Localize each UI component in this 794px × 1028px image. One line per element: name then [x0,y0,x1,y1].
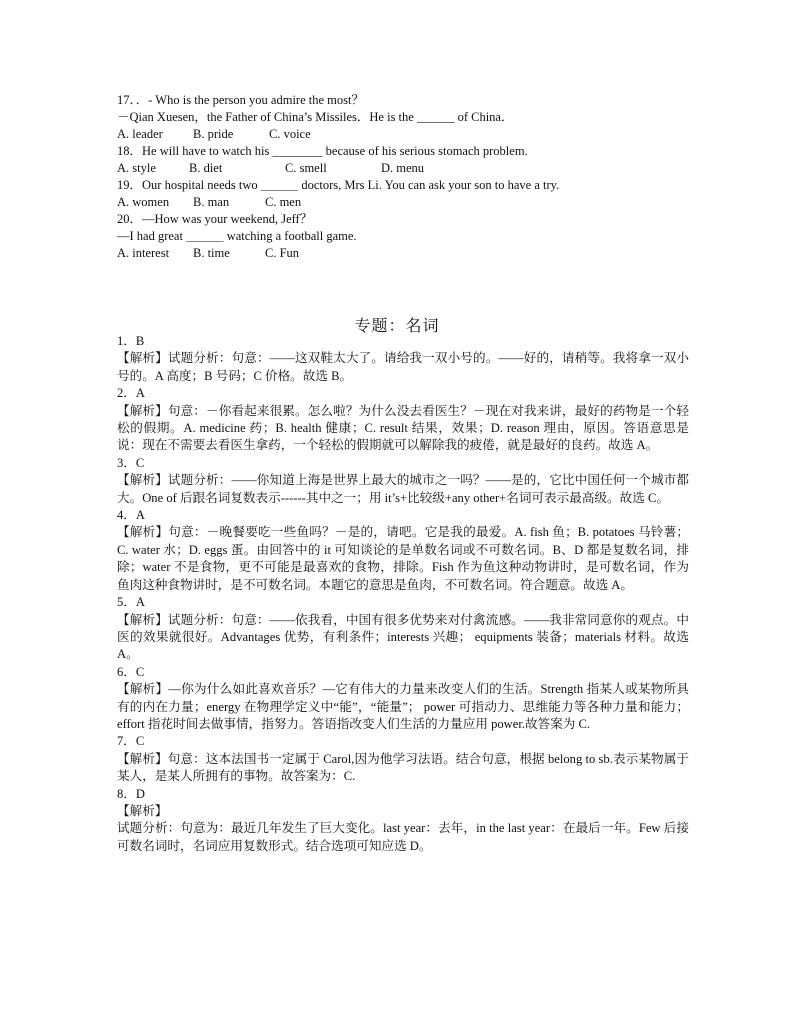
option-c: C. Fun [265,246,300,260]
question-line: —I had great ＿＿＿ watching a football game. [117,229,357,243]
option-b: B. pride [193,127,234,141]
answer-item [117,786,689,856]
question-line: 20．—How was your weekend, Jeff？ [117,212,313,226]
answer-explanation: 试题分析：句意为：最近几年发生了巨大变化。last year：去年，in the last year：在最后一年。Few 后接可数名词时，名词应用复数形式。结合选项可知应选 D。 [117,821,689,853]
question-line: 18．He will have to watch his ________ because of his serious stomach problem. [117,144,528,158]
answer-item [117,455,689,507]
section-title: 专题：名词 [354,318,440,335]
question-options [117,245,677,262]
question-options [117,160,677,177]
question-options [117,126,677,143]
answer-item [117,594,689,664]
answer-item [117,507,689,594]
option-a: A. interest [117,246,170,260]
option-c: C. men [265,195,302,209]
answer-explanation: 【解析】试题分析：——你知道上海是世界上最大的城市之一吗？——是的，它比中国任何一个城市都大。One of 后跟名词复数表示------其中之一；用 it’s+比较级+any other+名词可表示最高级。故选 C。 [117,473,689,505]
option-a: A. leader [117,127,163,141]
answer-explanation: 【解析】试题分析：句意：——依我看，中国有很多优势来对付禽流感。——我非常同意你的观点。中医的效果就很好。Advantages 优势，有利条件；interests 兴趣； equipments 装备；materials 材料。故选 A。 [117,612,689,662]
option-d: D. menu [381,161,425,175]
question-options [117,194,677,211]
option-b: B. diet [189,161,223,175]
answer-number: 5．A [117,595,145,610]
question-20 [117,211,677,262]
answer-number: 8．D [117,786,145,801]
question-17 [117,92,677,143]
answer-item [117,385,689,455]
question-line: 17．．- Who is the person you admire the most？ [117,93,364,107]
question-19 [117,177,677,211]
question-line: －Qian Xuesen，the Father of China’s Missiles．He is the ______ of China． [117,110,514,124]
option-b: B. time [193,246,230,260]
answer-explanation: 【解析】句意：这本法国书一定属于 Carol,因为他学习法语。结合句意，根据 belong to sb.表示某物属于某人，是某人所拥有的事物。故答案为：C. [117,751,689,784]
answer-number: 2．A [117,386,145,401]
answer-number: 1．B [117,334,145,348]
answer-explanation: 【解析】—你为什么如此喜欢音乐？—它有伟大的力量来改变人们的生活。Strength 指某人或某物所具有的内在力量；energy 在物理学定义中“能”，“能量”； power 可指动力、思维能力等各种力量和能力； effort 指花时间去做事情，指努力。答语指改变人们生活的力量应用 power.故答案为 C. [117,682,689,731]
answer-explanation: 【解析】句意：－你看起来很累。怎么啦？为什么没去看医生？－现在对我来讲，最好的药物是一个轻松的假期。A. medicine 药；B. health 健康；C. result 结果，效果；D. reason 理由，原因。答语意思是说：现在不需要去看医生拿药，一个轻松的假期就可以解除我的疲倦，就是最好的良药。故选 A。 [117,403,689,453]
option-b: B. man [193,195,230,209]
answer-item [117,733,689,785]
answer-item [117,664,689,734]
answer-number: 4．A [117,508,145,523]
answer-list [117,333,689,855]
answer-item [117,333,689,385]
question-18 [117,143,677,177]
question-line: 19．Our hospital needs two ＿＿＿ doctors, Mrs Li. You can ask your son to have a try. [117,178,560,192]
answer-number: 7．C [117,734,145,749]
option-a: A. style [117,161,156,175]
answer-number: 6．C [117,664,145,679]
answer-explanation: 【解析】句意：－晚餐要吃一些鱼吗？－是的，请吧。它是我的最爱。A. fish 鱼；B. potatoes 马铃薯；C. water 水；D. eggs 蛋。由回答中的 it 可知谈论的是单数名词或不可数名词。B、D 都是复数名词，排除；water 不是食物，更不可能是最喜欢的食物，排除。Fish 作为鱼这种动物讲时，是可数名词，作为鱼肉这种食物讲时，是不可数名词。本题它的意思是鱼肉，不可数名词。符合题意。故选 A。 [117,525,689,592]
answer-explanation-heading: 【解析】 [117,803,168,818]
option-a: A. women [117,195,170,209]
question-list [117,92,677,262]
option-c: C. smell [285,161,327,175]
answer-number: 3．C [117,455,145,470]
answer-explanation: 【解析】试题分析：句意：——这双鞋太大了。请给我一双小号的。——好的，请稍等。我将拿一双小号的。A 高度；B 号码；C 价格。故选 B。 [117,351,689,383]
option-c: C. voice [269,127,311,141]
